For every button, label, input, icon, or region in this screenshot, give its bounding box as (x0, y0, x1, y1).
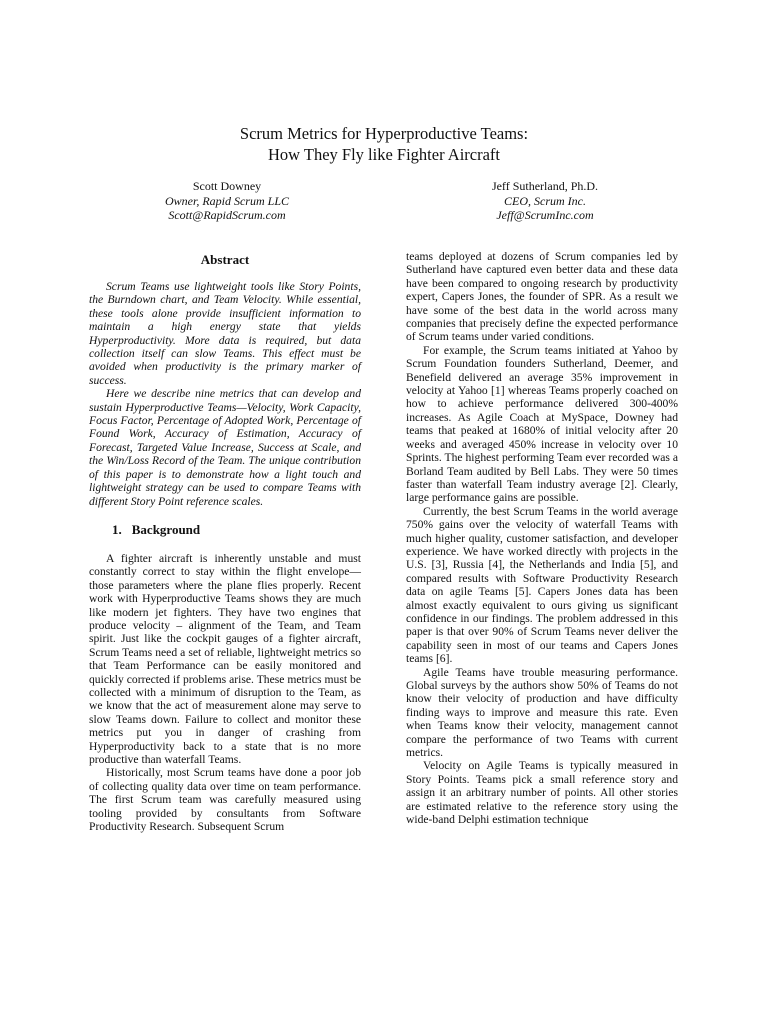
author-name: Jeff Sutherland, Ph.D. (491, 179, 599, 193)
body-paragraph: A fighter aircraft is inherently unstable and must constantly correct to stay within the flight envelope—those parameters where the plane flies properly. Recent work with Hyperproductive Teams shows they are much like modern jet fighters. They have two engines that produce velocity – alignment of the Team, and Team spirit. Just like the cockpit gauges of a fighter aircraft, Scrum Teams need a set of reliable, lightweight metrics so that Team Performance can be easily monitored and quickly corrected if problems arise. These metrics must be collected with a minimum of disruption to the Team, as we know that the act of measurement alone may serve to slow Teams down. Failure to collect and monitor these metrics put you in danger of crashing from Hyperproductivity back to a state that is no more productive than waterfall Teams. (89, 551, 361, 766)
body-paragraph: teams deployed at dozens of Scrum companies led by Sutherland have captured even better data and these data have been compared to ongoing research by productivity expert, Capers Jones, the founder of SPR. As a result we have some of the best data in the world across many companies that precisely define the expected performance of Scrum teams under varied conditions. (406, 250, 678, 344)
right-column (406, 250, 678, 826)
body-paragraph: Currently, the best Scrum Teams in the world average 750% gains over the velocity of waterfall Teams with much higher quality, customer satisfaction, and developer experience. We have worked directly with projects in the U.S. [3], Russia [4], the Netherlands and India [5], and compared results with Software Productivity Research data on agile Teams [5]. Capers Jones data has been almost exactly equivalent to ours giving us significant confidence in our findings. The problem addressed in this paper is that over 90% of Scrum Teams never deliver the capability seen in most of our teams and Capers Jones teams [6]. (406, 504, 678, 666)
left-column (89, 250, 361, 833)
section-number: 1. (112, 521, 122, 537)
body-paragraph: For example, the Scrum teams initiated at Yahoo by Scrum Foundation founders Sutherland, Deemer, and Benefield delivered an average 35% improvement in velocity at Yahoo [1] whereas Teams properly coached on how to achieve performance delivered 300-400% increases. As Agile Coach at MySpace, Downey had teams that peaked at 1680% of initial velocity after 20 weeks and averaged 450% increase in velocity over 10 Sprints. The highest performing Team ever recorded was a Borland Team audited by Bell Labs. They were 50 times faster than waterfall Team industry average [2]. Clearly, large performance gains are possible. (406, 343, 678, 505)
abstract-paragraph: Scrum Teams use lightweight tools like Story Points, the Burndown chart, and Team Velocity. While essential, these tools alone provide insufficient information to maintain a high energy state that yields Hyperproductivity. More data is required, but data collection itself can slow Teams. This effect must be avoided when productivity is the primary marker of success. (89, 280, 361, 387)
body-paragraph: Velocity on Agile Teams is typically measured in Story Points. Teams pick a small reference story and assign it an arbitrary number of points. All other stories are estimated relative to the reference story using the wide-band Delphi estimation technique (406, 759, 678, 827)
body-paragraph: Historically, most Scrum teams have done a poor job of collecting quality data over time on team performance. The first Scrum team was carefully measured using tooling provided by consultants from Software Productivity Research. Subsequent Scrum (89, 766, 361, 834)
title-line-1: Scrum Metrics for Hyperproductive Teams: (239, 124, 529, 143)
paper-title (0, 123, 768, 165)
title-line-2: How They Fly like Fighter Aircraft (267, 145, 501, 164)
abstract-paragraph: Here we describe nine metrics that can develop and sustain Hyperproductive Teams—Velocity, Work Capacity, Focus Factor, Percentage of Adopted Work, Percentage of Found Work, Accuracy of Estimation, Accuracy of Forecast, Targeted Value Increase, Success at Scale, and the Win/Loss Record of the Team. The unique contribution of this paper is to demonstrate how a light touch and lightweight strategy can be used to compare Teams with different Story Point reference scales. (89, 387, 361, 508)
section-heading-background (112, 522, 361, 538)
author-block-sutherland (420, 179, 670, 223)
author-email: Scott@RapidScrum.com (168, 208, 286, 222)
author-block-downey (102, 179, 352, 223)
abstract-body (89, 280, 361, 508)
author-email: Jeff@ScrumInc.com (496, 208, 594, 222)
body-paragraph: Agile Teams have trouble measuring performance. Global surveys by the authors show 50% of Teams do not know their velocity of production and have difficulty finding ways to improve and measure this rate. Even when Teams know their velocity, management cannot compare the performance of two Teams with current metrics. (406, 665, 678, 760)
author-affiliation: Owner, Rapid Scrum LLC (164, 193, 289, 208)
abstract-heading: Abstract (200, 252, 250, 267)
section-title: Background (131, 521, 201, 537)
author-affiliation: CEO, Scrum Inc. (504, 193, 586, 208)
author-name: Scott Downey (192, 179, 262, 193)
